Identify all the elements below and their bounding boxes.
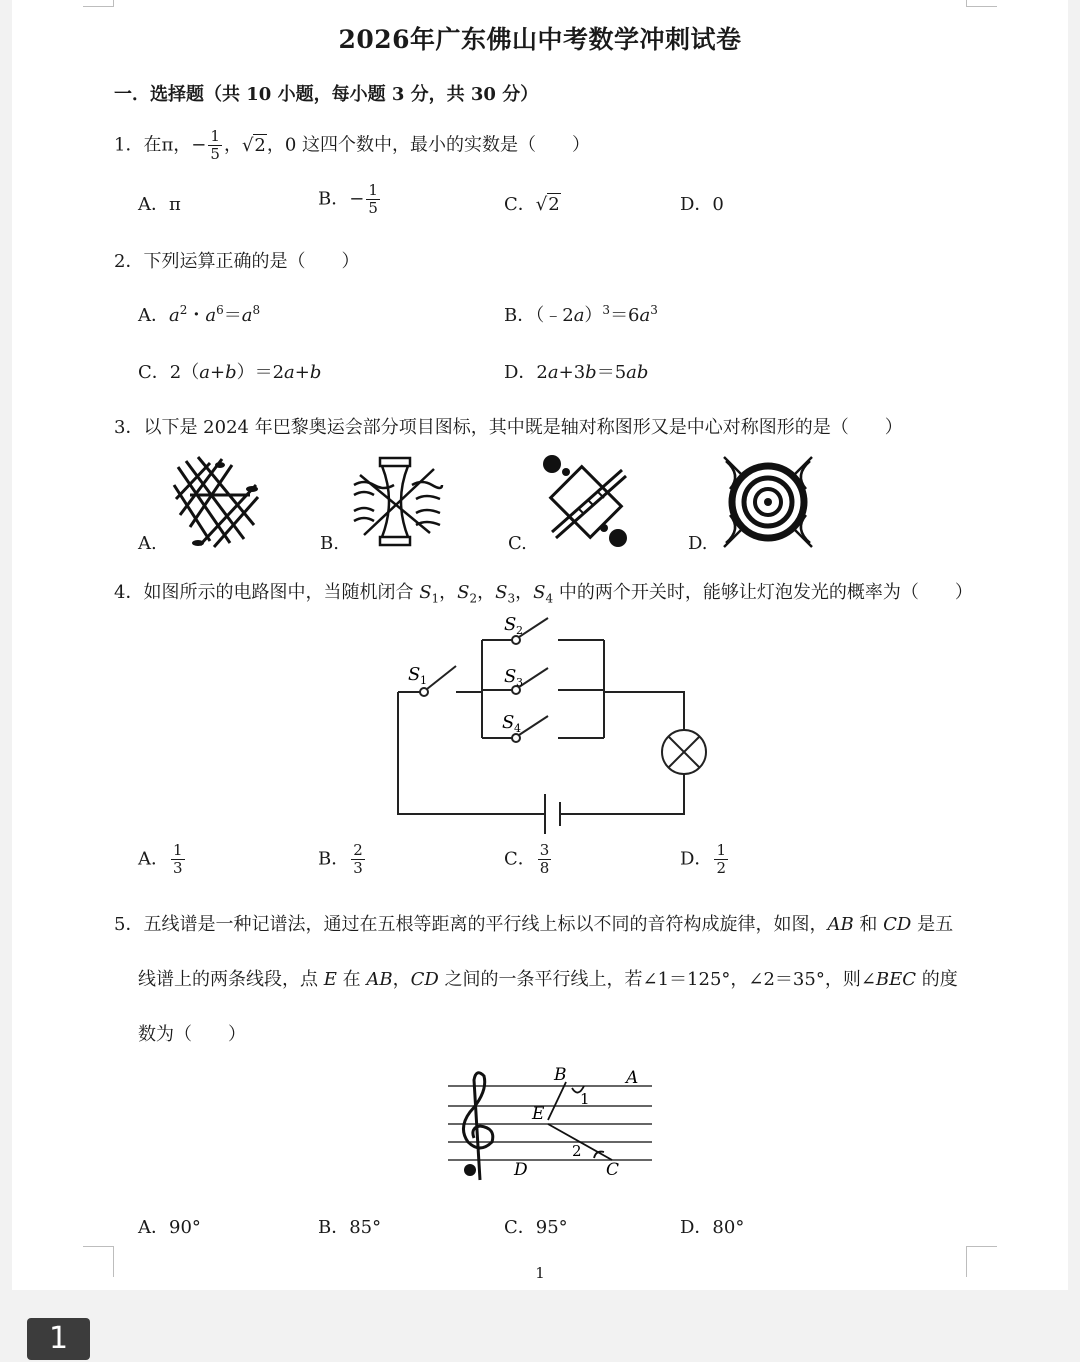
- archery-icon: [722, 455, 814, 550]
- crop-mark: [83, 0, 114, 7]
- q4-option-a: A． $\frac{1}{3}$: [138, 841, 183, 877]
- q1-option-d: D．0: [680, 194, 724, 215]
- exam-title: 2026年广东佛山中考数学冲刺试卷: [338, 25, 742, 54]
- question-5-line-2: 线谱上的两条线段，点 E 在 AB，CD 之间的一条平行线上，若∠1＝125°，∠2＝35°，则∠BEC 的度: [138, 969, 958, 990]
- q1-option-b: B．− $\frac{1}{5}$: [318, 181, 378, 217]
- q3-label-b: B.: [320, 533, 339, 554]
- q2-option-b: B．$(﹣2a)^3=6a^3$: [504, 303, 658, 326]
- rowing-icon: [170, 455, 265, 550]
- switch-label-s3: S: [504, 666, 517, 687]
- question-2: 2．下列运算正确的是（ ）: [114, 251, 360, 272]
- circuit-diagram: [390, 608, 710, 838]
- question-3: 3．以下是 2024 年巴黎奥运会部分项目图标，其中既是轴对称图形又是中心对称图形的是（ ）: [114, 417, 903, 438]
- q4-option-d: D． $\frac{1}{2}$: [680, 841, 726, 877]
- q5-option-a: A．90°: [138, 1217, 201, 1238]
- switch-label-s1: S: [408, 664, 421, 685]
- question-1: 1．在π，− $\frac{1}{5}$ ，√2，0 这四个数中，最小的实数是（ ）: [114, 127, 591, 163]
- table-tennis-icon: [538, 452, 634, 550]
- q2-option-c: C．2（a+b）＝2a+b: [138, 362, 322, 383]
- question-5-line-1: 5．五线谱是一种记谱法，通过在五根等距离的平行线上标以不同的音符构成旋律，如图，AB 和 CD 是五: [114, 914, 954, 935]
- page-number: 1: [535, 1264, 545, 1282]
- staff-figure: [446, 1062, 658, 1188]
- point-label-e: E: [532, 1104, 545, 1124]
- question-5-line-3: 数为（ ）: [138, 1024, 246, 1045]
- svg-text:3: 3: [516, 676, 523, 689]
- point-label-d: D: [514, 1160, 528, 1180]
- q4-option-b: B． $\frac{2}{3}$: [318, 841, 363, 877]
- point-label-a: A: [626, 1068, 639, 1088]
- q5-option-c: C．95°: [504, 1217, 568, 1238]
- q3-label-a: A.: [138, 533, 157, 554]
- question-4: 4．如图所示的电路图中，当随机闭合 $S_1$，$S_2$，$S_3$，$S_4$ 中的两个开关时，能够让灯泡发光的概率为（ ）: [114, 582, 973, 606]
- crop-mark: [966, 0, 997, 7]
- fraction: $\frac{1}{5}$: [210, 127, 220, 163]
- svg-text:2: 2: [516, 624, 523, 637]
- switch-label-s4: S: [502, 712, 515, 733]
- point-label-b: B: [554, 1065, 567, 1085]
- square-root: √2: [241, 134, 266, 156]
- q5-option-b: B．85°: [318, 1217, 382, 1238]
- point-label-c: C: [606, 1160, 620, 1180]
- svg-text:4: 4: [514, 722, 521, 735]
- q2-option-d: D．2a+3b＝5ab: [504, 362, 649, 383]
- angle-label-1: 1: [580, 1090, 590, 1108]
- switch-label-s2: S: [504, 614, 517, 635]
- q1-option-c: C．√2: [504, 194, 560, 215]
- canoe-icon: [352, 455, 444, 550]
- q3-label-c: C.: [508, 533, 527, 554]
- section-heading: 一．选择题（共 10 小题，每小题 3 分，共 30 分）: [114, 84, 539, 105]
- angle-label-2: 2: [572, 1142, 582, 1160]
- q4-option-c: C． $\frac{3}{8}$: [504, 841, 550, 877]
- q1-option-a: A．π: [138, 194, 181, 215]
- page-indicator-badge[interactable]: 1: [27, 1318, 90, 1360]
- q3-label-d: D.: [688, 533, 708, 554]
- q2-option-a: A．$a^2$・$a^6=a^8$: [138, 303, 261, 326]
- q5-option-d: D．80°: [680, 1217, 745, 1238]
- svg-text:1: 1: [420, 674, 427, 687]
